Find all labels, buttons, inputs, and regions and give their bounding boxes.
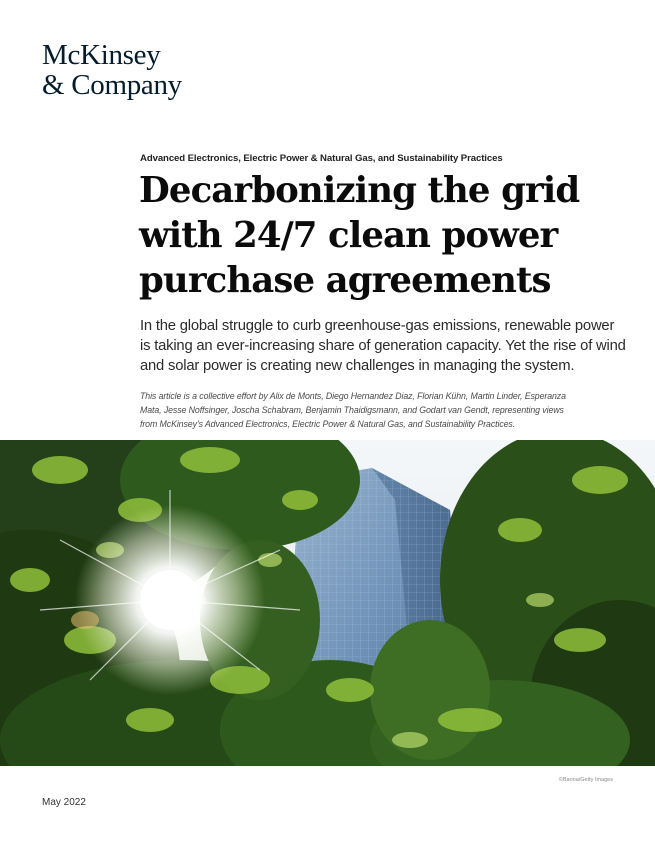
title-line-3: purchase agreements (139, 260, 551, 301)
dek-line-2: is taking an ever-increasing share of generation capacity. Yet the rise of wind (140, 338, 626, 354)
author-credits (140, 389, 620, 431)
dek-line-1: In the global struggle to curb greenhouse-gas emissions, renewable power (140, 318, 615, 334)
title-line-2: with 24/7 clean power (139, 215, 558, 256)
article-title (139, 168, 619, 303)
hero-illustration (0, 440, 655, 766)
authors-line-2: Mata, Jesse Noffsinger, Joscha Schabram, Benjamin Thaidigsmann, and Godart van Gendt, representing views (140, 405, 564, 415)
publication-date: May 2022 (42, 797, 86, 808)
authors-line-3: from McKinsey’s Advanced Electronics, Electric Power & Natural Gas, and Sustainability Practices. (140, 419, 516, 429)
dek-line-3: and solar power is creating new challenges in managing the system. (140, 358, 575, 374)
hero-image (0, 440, 655, 766)
practice-label: Advanced Electronics, Electric Power & Natural Gas, and Sustainability Practices (140, 153, 503, 164)
logo-line-2: & Company (42, 69, 182, 101)
image-credit: ©Baona/Getty Images (558, 777, 613, 783)
authors-line-1: This article is a collective effort by Alix de Monts, Diego Hernandez Diaz, Florian Kühn, Martin Linder, Esperanza (140, 391, 566, 401)
title-line-1: Decarbonizing the grid (139, 170, 580, 211)
logo-line-1: McKinsey (42, 39, 161, 71)
mckinsey-logo (42, 40, 182, 100)
article-dek (140, 316, 630, 376)
